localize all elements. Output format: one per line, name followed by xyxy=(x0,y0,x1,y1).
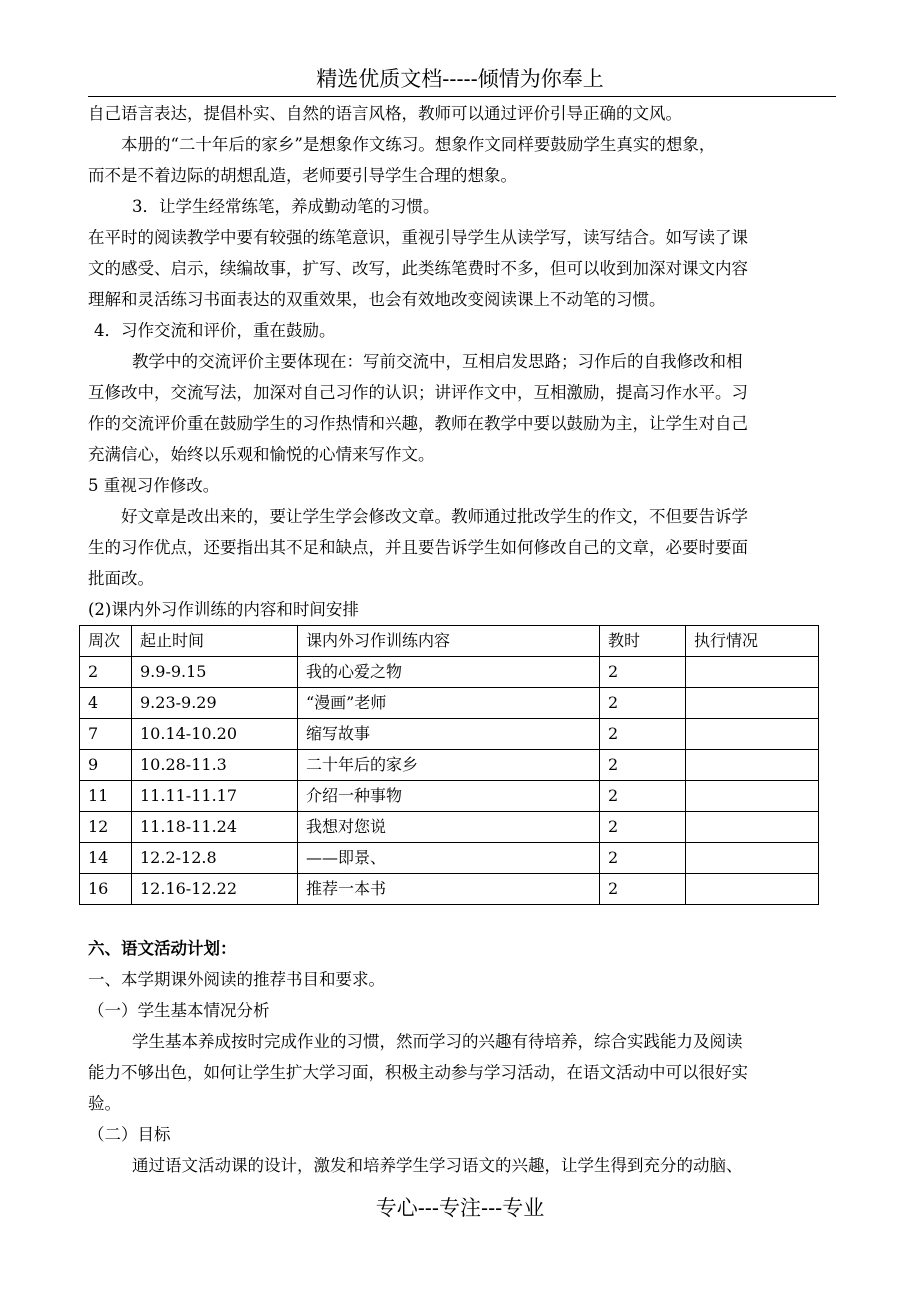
cell-content: 二十年后的家乡 xyxy=(298,750,600,781)
cell-periods: 2 xyxy=(600,874,686,905)
paragraph-line: 作的交流评价重在鼓励学生的习作热情和兴趣，教师在教学中要以鼓励为主，让学生对自己 xyxy=(88,414,748,433)
cell-date-range: 12.2-12.8 xyxy=(132,843,298,874)
header-content: 课内外习作训练内容 xyxy=(298,626,600,657)
table-row xyxy=(80,812,819,843)
paragraph-line: 教学中的交流评价主要体现在：写前交流中，互相启发思路；习作后的自我修改和相 xyxy=(132,352,743,371)
header-status: 执行情况 xyxy=(686,626,819,657)
cell-content: 介绍一种事物 xyxy=(298,781,600,812)
cell-status xyxy=(686,843,819,874)
cell-week: 16 xyxy=(80,874,132,905)
cell-periods: 2 xyxy=(600,688,686,719)
paragraph-line: 生的习作优点，还要指出其不足和缺点，并且要告诉学生如何修改自己的文章，必要时要面 xyxy=(88,538,748,557)
paragraph-line: 本册的“二十年后的家乡”是想象作文练习。想象作文同样要鼓励学生真实的想象， xyxy=(121,135,716,154)
table-row xyxy=(80,688,819,719)
cell-content: 推荐一本书 xyxy=(298,874,600,905)
cell-week: 14 xyxy=(80,843,132,874)
cell-date-range: 11.11-11.17 xyxy=(132,781,298,812)
paragraph-line: 自己语言表达，提倡朴实、自然的语言风格，教师可以通过评价引导正确的文风。 xyxy=(88,104,682,123)
cell-week: 4 xyxy=(80,688,132,719)
cell-status xyxy=(686,874,819,905)
section-heading: 5 重视习作修改。 xyxy=(88,476,220,495)
cell-periods: 2 xyxy=(600,781,686,812)
paragraph-line: 充满信心，始终以乐观和愉悦的心情来写作文。 xyxy=(88,445,435,464)
paragraph-line: 互修改中，交流写法，加深对自己习作的认识；讲评作文中，互相激励，提高习作水平。习 xyxy=(88,383,748,402)
spacer xyxy=(88,905,836,933)
cell-week: 7 xyxy=(80,719,132,750)
cell-status xyxy=(686,719,819,750)
table-row xyxy=(80,657,819,688)
table-row xyxy=(80,843,819,874)
paragraph-line: 文的感受、启示，续编故事，扩写、改写，此类练笔费时不多，但可以收到加深对课文内容 xyxy=(88,259,748,278)
writing-schedule-table xyxy=(79,625,819,905)
section-heading: 4．习作交流和评价，重在鼓励。 xyxy=(94,321,336,340)
table-caption: (2)课内外习作训练的内容和时间安排 xyxy=(88,600,359,619)
cell-content: 我的心爱之物 xyxy=(298,657,600,688)
subsection-heading: （二）目标 xyxy=(88,1125,171,1144)
page-header: 精选优质文档-----倾情为你奉上 xyxy=(316,67,604,91)
page-footer: 专心---专注---专业 xyxy=(375,1196,545,1220)
paragraph-line: 批面改。 xyxy=(88,569,154,588)
cell-date-range: 10.14-10.20 xyxy=(132,719,298,750)
cell-content: 我想对您说 xyxy=(298,812,600,843)
table-row xyxy=(80,781,819,812)
paragraph-line: 理解和灵活练习书面表达的双重效果，也会有效地改变阅读课上不动笔的习惯。 xyxy=(88,290,666,309)
cell-periods: 2 xyxy=(600,843,686,874)
cell-week: 9 xyxy=(80,750,132,781)
cell-status xyxy=(686,781,819,812)
cell-periods: 2 xyxy=(600,812,686,843)
table-row xyxy=(80,750,819,781)
paragraph-line: 能力不够出色，如何让学生扩大学习面，积极主动参与学习活动，在语文活动中可以很好实 xyxy=(88,1063,748,1082)
table-row xyxy=(80,719,819,750)
paragraph-line: 好文章是改出来的，要让学生学会修改文章。教师通过批改学生的作文，不但要告诉学 xyxy=(121,507,748,526)
header-rule xyxy=(88,96,836,97)
cell-periods: 2 xyxy=(600,719,686,750)
section-heading: 六、语文活动计划： xyxy=(88,939,237,958)
header-date-range: 起止时间 xyxy=(132,626,298,657)
header-week: 周次 xyxy=(80,626,132,657)
cell-content: “漫画”老师 xyxy=(298,688,600,719)
cell-date-range: 9.9-9.15 xyxy=(132,657,298,688)
cell-periods: 2 xyxy=(600,750,686,781)
cell-week: 11 xyxy=(80,781,132,812)
cell-week: 2 xyxy=(80,657,132,688)
cell-week: 12 xyxy=(80,812,132,843)
paragraph-line: 通过语文活动课的设计，激发和培养学生学习语文的兴趣，让学生得到充分的动脑、 xyxy=(132,1156,743,1175)
section-heading: 一、本学期课外阅读的推荐书目和要求。 xyxy=(88,970,385,989)
cell-status xyxy=(686,750,819,781)
paragraph-line: 在平时的阅读教学中要有较强的练笔意识，重视引导学生从读学写，读写结合。如写读了课 xyxy=(88,228,748,247)
cell-date-range: 9.23-9.29 xyxy=(132,688,298,719)
subsection-heading: （一）学生基本情况分析 xyxy=(88,1001,270,1020)
cell-date-range: 12.16-12.22 xyxy=(132,874,298,905)
cell-status xyxy=(686,657,819,688)
paragraph-line: 而不是不着边际的胡想乱造，老师要引导学生合理的想象。 xyxy=(88,166,517,185)
table-header-row xyxy=(80,626,819,657)
section-heading: 3．让学生经常练笔，养成勤动笔的习惯。 xyxy=(132,197,440,216)
cell-date-range: 11.18-11.24 xyxy=(132,812,298,843)
cell-status xyxy=(686,688,819,719)
cell-content: ——即景、 xyxy=(298,843,600,874)
paragraph-line: 学生基本养成按时完成作业的习惯，然而学习的兴趣有待培养，综合实践能力及阅读 xyxy=(132,1032,743,1051)
cell-status xyxy=(686,812,819,843)
cell-periods: 2 xyxy=(600,657,686,688)
cell-content: 缩写故事 xyxy=(298,719,600,750)
header-periods: 教时 xyxy=(600,626,686,657)
table-row xyxy=(80,874,819,905)
paragraph-line: 验。 xyxy=(88,1094,121,1113)
document-body xyxy=(88,98,836,1181)
cell-date-range: 10.28-11.3 xyxy=(132,750,298,781)
